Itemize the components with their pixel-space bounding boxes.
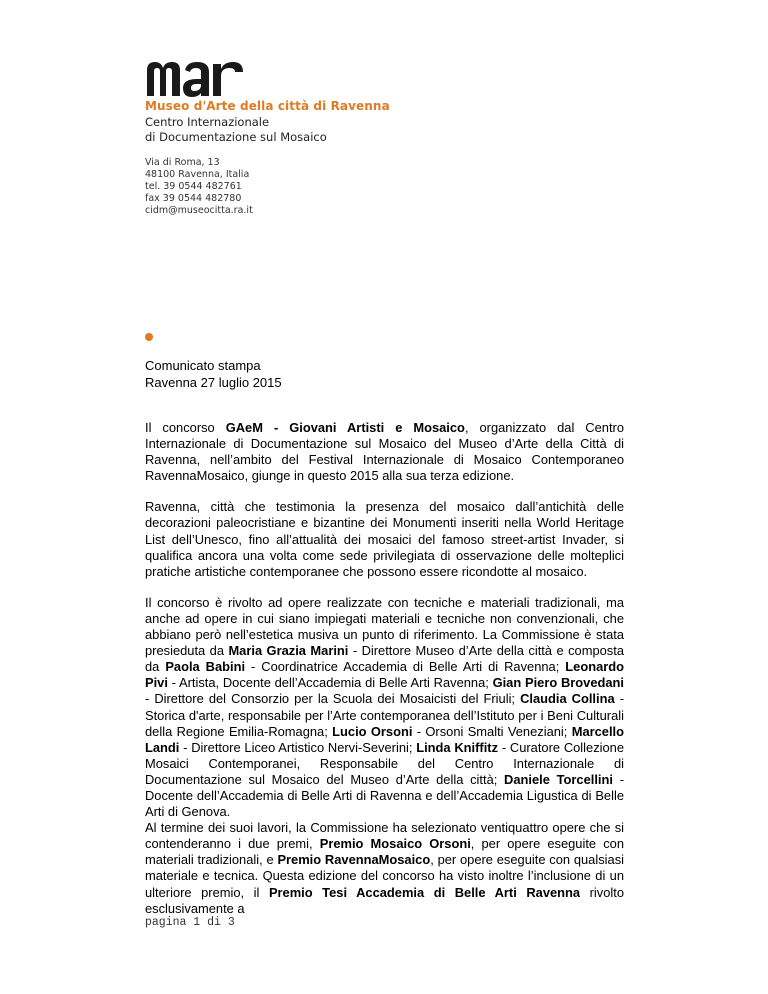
bold-run: Premio RavennaMosaico [277, 852, 431, 868]
text-run: Il concorso [145, 420, 226, 435]
text-run: - Storica d'arte, responsabile per l’Arte contemporanea dell’Istituto per i Beni Culturali della Regione Emilia-Romagna; [145, 691, 624, 739]
text-run: Ravenna, città che testimonia la presenza del mosaico dall’antichità delle decorazioni paleocristiane e bizantine dei Monumenti inseriti nella World Heritage List dell’Unesco, fino all’attualità dei mosaici del famoso street-artist Invader, si qualifica ancora una volta come sede privilegiata di osservazione delle molteplici pratiche artistiche contemporanee che possono essere ricondotte al mosaico. [145, 499, 624, 579]
bold-run: Claudia Collina [520, 691, 615, 707]
bold-run: Maria Grazia Marini [228, 643, 349, 659]
org-subtitle-line-1: Centro Internazionale [145, 115, 270, 129]
bold-run: Linda Kniffitz [416, 739, 499, 755]
bold-run: Gian Piero Brovedani [492, 675, 625, 691]
address-email: cidm@museocitta.ra.it [145, 205, 253, 216]
org-subtitle-line-2: di Documentazione sul Mosaico [145, 130, 327, 144]
org-name: Museo d'Arte della città di Ravenna [145, 99, 390, 113]
text-run: , per opere eseguite con materiali tradizionali, e [145, 836, 625, 868]
address-fax: fax 39 0544 482780 [145, 193, 242, 204]
bold-run: GAeM - Giovani Artisti e Mosaico [225, 420, 465, 435]
bold-run: Marcello Landi [145, 723, 625, 755]
bold-run: Premio Mosaico Orsoni [319, 836, 471, 852]
document-type: Comunicato stampa [145, 358, 261, 373]
text-run: - Direttore Liceo Artistico Nervi-Severini; [179, 739, 417, 755]
address-street: Via di Roma, 13 [145, 157, 220, 168]
paragraph [145, 420, 624, 484]
contact-address [145, 157, 253, 217]
bold-run: Premio Tesi Accademia di Belle Arti Ravenna [268, 884, 581, 900]
address-city: 48100 Ravenna, Italia [145, 169, 250, 180]
text-run: - Artista, Docente dell’Accademia di Belle Arti Ravenna; [167, 675, 493, 691]
text-run: , organizzato dal Centro Internazionale di Documentazione sul Mosaico del Museo d’Arte della Città di Ravenna, nell’ambito del Festival Internazionale di Mosaico Contemporaneo RavennaMosaico, giunge in questo 2015 alla sua terza edizione. [145, 420, 624, 484]
orange-bullet-dot [145, 333, 153, 341]
document-date: Ravenna 27 luglio 2015 [145, 375, 282, 390]
bold-run: Leonardo Pivi [145, 659, 625, 691]
paragraph [145, 820, 624, 917]
mar-logo [145, 58, 245, 98]
paragraph [145, 595, 624, 820]
press-release-body [145, 420, 624, 917]
address-phone: tel. 39 0544 482761 [145, 181, 242, 192]
text-run: - Coordinatrice Accademia di Belle Arti di Ravenna; [245, 659, 566, 675]
text-run: Il concorso è rivolto ad opere realizzate con tecniche e materiali tradizionali, ma anche ad opere in cui siano impiegati materiali e tecniche non convenzionali, che abbiano però nell’estetica musiva un punto di riferimento. La Commissione è stata presieduta da [145, 594, 624, 659]
text-run: rivolto esclusivamente a [145, 884, 625, 916]
text-run: - Curatore Collezione Mosaici Contemporanei, Responsabile del Centro Internazionale di Documentazione sul Mosaico del Museo d’Arte della città; [145, 739, 625, 787]
bold-run: Daniele Torcellini [504, 771, 613, 787]
text-run: , per opere eseguite con qualsiasi materiale e tecnica. Questa edizione del concorso ha visto inoltre l’inclusione di un ulteriore premio, il [145, 852, 625, 900]
bold-run: Lucio Orsoni [332, 723, 413, 739]
text-run: - Orsoni Smalti Veneziani; [412, 723, 572, 739]
page-number: pagina 1 di 3 [145, 916, 235, 929]
text-run: - Direttore Museo d’Arte della città e composta da [145, 643, 624, 675]
text-run: - Docente dell’Accademia di Belle Arti di Ravenna e dell’Accademia Ligustica di Belle Arti di Genova. [145, 771, 625, 820]
paragraph [145, 499, 624, 579]
text-run: Al termine dei suoi lavori, la Commissione ha selezionato ventiquattro opere che si contenderanno i due premi, [145, 820, 624, 852]
document-meta [145, 357, 282, 391]
bold-run: Paola Babini [165, 659, 246, 675]
text-run: - Direttore del Consorzio per la Scuola dei Mosaicisti del Friuli; [145, 691, 521, 707]
